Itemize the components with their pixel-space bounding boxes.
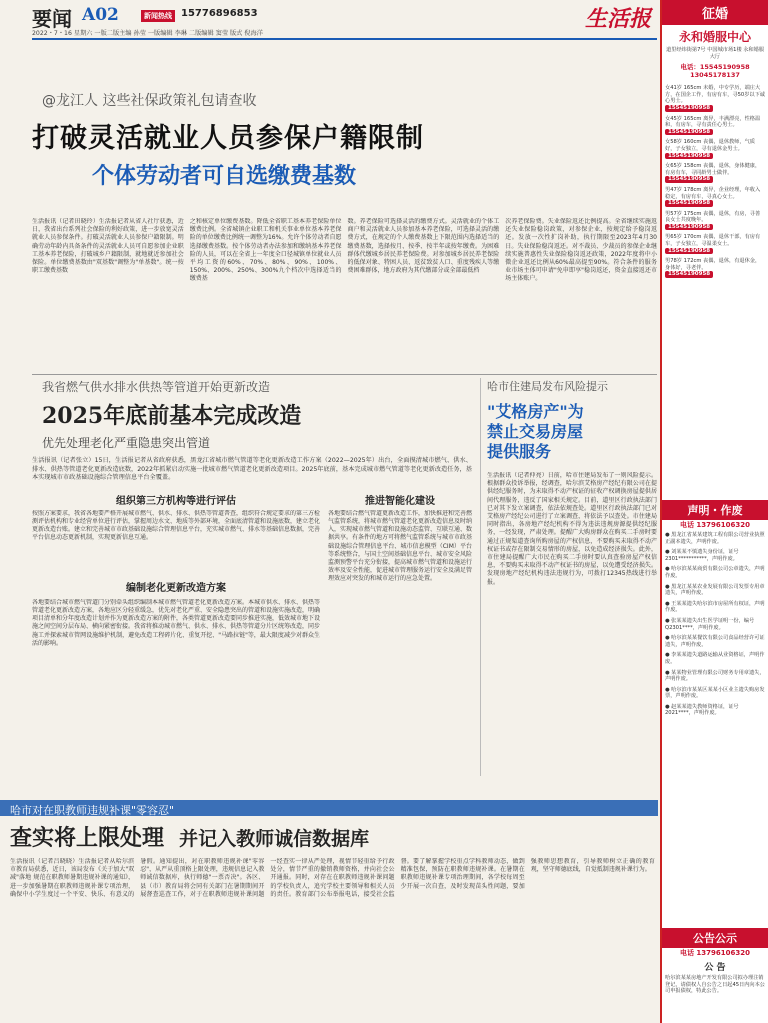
gas-h2: 编制老化更新改造方案 [126, 582, 226, 594]
lead-story [32, 90, 657, 190]
gas-intro: 生活报讯（记者张立）15日，生活报记者从省政府获悉，黑龙江省城市燃气管道等老化更新改造工作方案（2022—2025年）出台，全面摸清城市燃气、供水、排水、供热等管道老化更新改造底数，2022年抓紧启动实施一批城市燃气管道老化更新改造项目。2025年底前，基本完成城市燃气管道等老化更新改造任务，基本实现城市市政基础设施综合管理信息平台全覆盖。 [32, 457, 472, 482]
notice: ● 黑龙江省某某建筑工程有限公司营业执照正副本遗失，声明作废。 [665, 532, 765, 545]
date-line: 2022・7・16 星期六 一版二版主编 孙莹 一版编辑 李琳 二版编辑 窦莹 版式 倪海洋 [32, 30, 263, 37]
page-header [0, 0, 660, 72]
housing-title-1: "艾格房产"为 [487, 402, 584, 421]
page-number: A02 [82, 5, 119, 25]
gas-p1: 按照方案要求，我省各地要严格开展城市燃气、供水、排水、供热等管道普查，组织符合规定要求的第三方检测评估机构和专业经营单位进行评估，掌握周边水文、地质等外部环境，全面底清管道和设施底数，建立老化更新改造台账。建立和完善城市市政基础设施综合管理信息平台，充实城市燃气、排水等基础信息数据，完善平台信息动态更新机制，实现更新信息互通。 [32, 509, 320, 542]
gas-p2: 各地要结合城市燃气管道门分别牵头组织编制本城市燃气管道老化更新改造方案。本城市供水、排水、供热等管道老化更新改造方案，各地应区分轻重缓急，优先对老化严重、安全隐患突出的管道和设施实施改造，明确项目清单和分年度改造计划并作为更新改造方案的附件，各类管道更新改造要同步推进实施，低效城市地下设施之间空间分层布局、横向紧密衔接。我省将推动城市燃气、供水、排水、供热等管道分片区统筹改造，同步施工并探索城市管网设施维护机制，避免改造工程碎片化、重复开挖、"马路拉链"等，最大限度减少对群众生活的影响。 [32, 598, 320, 647]
gas-p3: 各地要结合燃气管道更新改造工作，加快推进和完善燃气监管系统，将城市燃气管道老化更新改造信息及时纳入，实现城市燃气管道和设施动态监管、互联互通、数据共享。有条件的地方可将燃气监管系统与城市市政基础设施综合管理信息平台、城市信息模型（CIM）平台等系统整合，与国土空间基础信息平台、城市安全风险监测预警平台充分衔接，提高城市燃气管道和设施运行效率及安全性能，促进城市管理服务运行安全及满足管理效应对突发的和城市运行的应急处置。 [328, 509, 472, 583]
listing: 女65岁 158cm 丧偶，退休，身体健康，有房有车，寻同龄男士做伴。 15545190958 [665, 163, 761, 183]
listing: 女41岁 165cm 未婚，中专学历，端庄大方，在国企工作，有房有车，寻50岁以下诚心男士。 15545190958 [665, 85, 765, 111]
marriage-center-phone-2: 13045178137 [690, 71, 740, 80]
notice: ● 哈尔滨某某商贸有限公司公章遗失，声明作废。 [665, 566, 765, 579]
teacher-title-a: 查实将上限处理 [10, 825, 165, 851]
gas-kicker: 我省燃气供水排水供热等管道开始更新改造 [42, 380, 271, 394]
housing-body: 生活报讯（记者仲亮）日前，哈市住建局发布了一则风险提示。根据群众投诉举报，经调查，哈尔滨艾格房产经纪有限公司在提供经纪服务时，为未取得不动产权证的征收产权调换房屋提供居间代理服务，违反了国家相关规定。目前，道里区行政执法部门已对其下发立案调查，依法依规查处。道里区行政执法部门已对艾格房产经纪公司进行了立案调查，将依法予以查处。市住建局同时指出，各房地产经纪机构不得为违法违规房源提供经纪服务，一经发现，严肃处理。提醒广大购房群众在购买二手房时要通过正规渠道查询所购房屋的产权信息，不要购买未取得不动产权证书或存在限制交易情形的房屋，以免造成经济损失。此外，市住建局提醒广大市民在购买二手房时要认真查验房屋产权信息，不要购买未取得不动产权证书的房屋，以免遭受经济损失。发现房地产经纪机构违法违规行为，可拨打12345热线进行举报。 [487, 472, 657, 586]
header-divider [32, 38, 657, 40]
hotline-number: 15776896853 [181, 8, 258, 19]
divider [32, 374, 657, 375]
newspaper-logo: 生活报 [585, 6, 652, 32]
zhenghun-header: 征婚 [662, 0, 768, 25]
notice: ● 黑龙江某某农业发展有限公司发票专用章遗失，声明作废。 [665, 583, 765, 597]
teacher-body: 生活报讯（记者吕晓晓）生活报记者从哈尔滨市教育局获悉，近日，该局发布《关于加大"双减"落地 规范在职教师暑期违规补课的通知》，进一步加强暑期在职教师违规补课专项治理，确保中小学生度过一个平安、快乐、有意义的暑假。通知提出，对在职教师违规补课"零容忍"，从严从重顶格上限处理，违规信息记入教师诚信数据库，执行师德"一票否决"。各区、县（市）教育局将会同有关部门在暑期期间开展督查巡查工作，对于在职教师违规补课问题一经查实一律从严处理，视情节轻重给予行政处分，情节严重的撤销教师资格，并向社会公开通报。同时，对存在在职教师违规补课问题的学校负责人，追究学校主要领导和相关人员的责任。教育部门公布举报电话，接受社会监督。要了解掌握学校重点学科教师动态，做到精准包保，预防在职教师违规补课。在暑期在职教师违规补课专项治理期间，各学校每周至少开展一次自查，及时发现苗头性问题，要加强教师思想教育，引导教师树立正确的教育观，坚守师德底线，自觉抵制违规补课行为。 [10, 858, 655, 898]
housing-title-2: 禁止交易房屋 [487, 422, 584, 441]
hotline-label: 新闻热线 [141, 10, 175, 22]
lead-title: 打破灵活就业人员参保户籍限制 [32, 123, 424, 154]
lead-col-4: 次养老保险费。失业保险返还比例提高。全省继续实施返还失业保险稳岗政策，对参保企业，按规定给予稳岗返还。发放一次性扩岗补助，执行期限至2023年4月30日。失业保险稳岗返还。对不裁员、少裁员的参保企业继续实施普惠性失业保险稳岗返还政策，2022年度将中小微企业返还比例从60%最高提至90%。符合条件的服务业市场主体可申请"免申即享"稳岗返还，资金直接返还市场主体账户。 [505, 218, 657, 283]
gas-h3: 推进智能化建设 [365, 495, 435, 507]
teacher-kicker: 哈市对在职教师违规补课"零容忍" [10, 804, 175, 817]
section-title: 要闻 [32, 7, 72, 31]
housing-title-3: 提供服务 [487, 442, 552, 461]
notice: ● 张某某遗失出生医学证明一份，编号Q2301****，声明作废。 [665, 617, 755, 631]
lead-body [32, 218, 657, 368]
marriage-center-name: 永和婚服中心 [678, 30, 751, 44]
lead-col-3: 数。养老保险可选择灵活的缴费方式。灵活就业的个体工商户和灵活就业人员参加基本养老保险，可选择灵活的缴费方式，在规定的个人缴费基数上下限范围内选择适当的缴费基数，选择按月、按季、按半年或按年缴费。为困难群体代缴城乡居民养老保险费。对参加城乡居民养老保险的低保对象、特困人员、返贫致贫人口、重度残疾人等缴费困难群体，地方政府为其代缴部分或全部最低档 [347, 218, 500, 275]
classifieds-panel [660, 0, 768, 1023]
teacher-title-b: 并记入教师诚信数据库 [179, 828, 370, 850]
teacher-band [0, 800, 658, 816]
gonggao-body: 哈尔滨某某房地产开发有限公司拟办理注销登记，请债权人自公告之日起45日内向本公司申报债权，特此公告。 [665, 975, 765, 995]
listing: 女45岁 165cm 离异，丰满漂亮，性格温和，有房车，寻有责任心男士。 15545190958 [665, 115, 761, 135]
gonggao-phone: 电话 13796106320 [679, 949, 750, 957]
gas-h1: 组织第三方机构等进行评估 [116, 495, 236, 507]
notice: ● 哈尔滨市某某区某某小区业主遗失购房发票，声明作废。 [665, 686, 765, 700]
gonggao-header: 公告公示 [662, 928, 768, 948]
notice: ● 王某某遗失哈尔滨市房屋所有权证，声明作废。 [665, 600, 765, 614]
marriage-center-address: 道里经纬街第7号 中国城市场1楼 永和婚服大厅 [665, 47, 765, 60]
lead-col-1: 生活报讯（记者田晓玲）生活报记者从省人社厅获悉，近日，我省出台系列社会保险的利好政策，进一步放宽灵活就业人员参保条件。打破灵活就业人员参保户籍限制。明确劳动年龄内具备条件的灵活就业人员可自愿参加企业职工基本养老保险，打破城乡户籍限制，就地就近参加社会保险。单位缴费基数由"双基数"调整为"单基数"。统一按职工缴费基数 [32, 218, 184, 275]
lead-col-2: 之和核定单位缴费基数。降低全省职工基本养老保险单位缴费比例。全省城镇企业职工和机关事业单位基本养老保险的单位缴费比例统一调整为16%。允许个体劳动者自愿选择缴费基数。按个体劳动者办法参加和缴纳基本养老保险的人员，可以在全省上一年度全口径城镇单位就业人员平均工资的60%、70%、80%、90%、100%、150%、200%、250%、300%九个档次中选择适当的缴费基 [189, 218, 342, 283]
notice: ● 刘某某不慎遗失身份证，证号2301***********，声明作废。 [665, 549, 739, 562]
lead-subtitle: 个体劳动者可自选缴费基数 [92, 163, 357, 189]
listing: 女58岁 160cm 丧偶，退休教师，气质好，子女独立，寻有退休金男士。 15545190958 [665, 139, 755, 159]
notice: ● 某某物业管理有限公司财务专用章遗失，声明作废。 [665, 669, 765, 683]
shengming-header: 声明・作废 [662, 500, 768, 520]
gas-subtitle: 优先处理老化严重隐患突出管道 [42, 436, 211, 450]
notice: ● 哈尔滨某某餐饮有限公司食品经营许可证遗失，声明作废。 [665, 635, 765, 648]
listing: 男47岁 178cm 离异，企业经理，年收入稳定，有房有车，寻真心女士。 15545190958 [665, 186, 761, 207]
marriage-center-phone: 电话：15545190958 [680, 63, 750, 72]
listing: 男57岁 175cm 丧偶，退休，有房，寻善良女士共度晚年。 15545190958 [665, 210, 761, 230]
shengming-phone: 电话 13796106320 [679, 521, 750, 529]
listing: 男78岁 172cm 丧偶，退休，有退休金，身体好，寻老伴。 15545190958 [665, 258, 761, 278]
teacher-headline [10, 821, 655, 852]
gas-story [32, 378, 472, 776]
notice: ● 赵某某遗失教师资格证，证号2021****，声明作废。 [665, 703, 739, 717]
listing: 男65岁 170cm 丧偶，退休干部，有房有车，子女独立，寻温柔女士。 15545190958 [665, 234, 761, 254]
gas-title: 2025年底前基本完成改造 [42, 403, 302, 429]
housing-kicker: 哈市住建局发布风险提示 [487, 380, 608, 393]
gonggao-title: 公 告 [704, 963, 726, 973]
notice: ● 李某某遗失道路运输从业资格证，声明作废。 [665, 652, 765, 665]
lead-kicker: @龙江人 这些社保政策礼包请查收 [42, 93, 257, 109]
housing-story [480, 378, 657, 776]
